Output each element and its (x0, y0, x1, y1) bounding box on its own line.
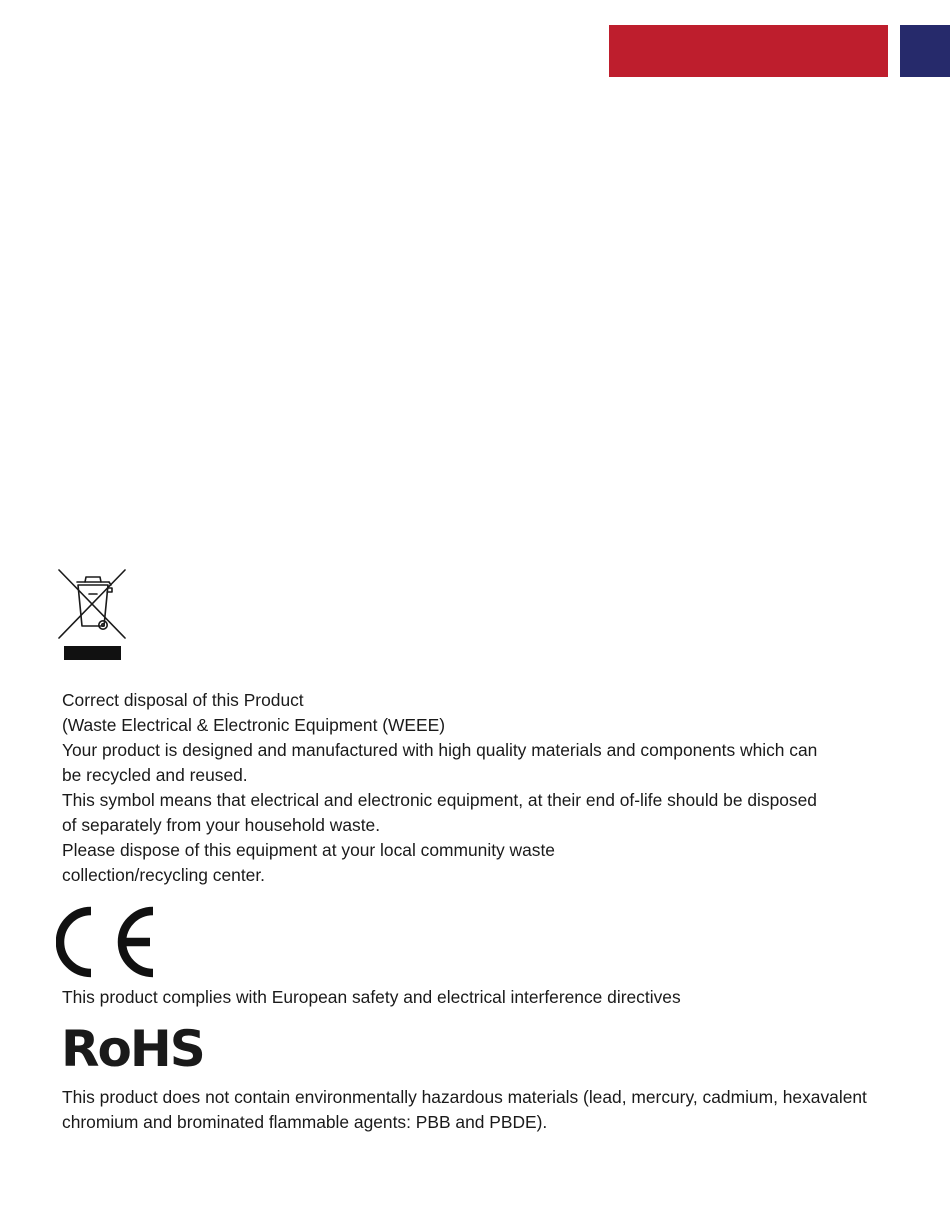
weee-disposal-text (62, 688, 937, 888)
header-red-band (609, 25, 888, 77)
weee-para1-line1: Your product is designed and manufactured with high quality materials and components which can (62, 740, 818, 760)
weee-para3-line2: collection/recycling center. (62, 865, 265, 885)
rohs-compliance-text (62, 1085, 937, 1135)
rohs-line1: This product does not contain environmentally hazardous materials (lead, mercury, cadmium, hexavalent (62, 1087, 867, 1107)
weee-subtitle: (Waste Electrical & Electronic Equipment (WEEE) (62, 715, 446, 735)
ce-statement: This product complies with European safety and electrical interference directives (62, 987, 681, 1007)
crossed-out-wheelie-bin-icon (57, 568, 127, 662)
weee-para2-line1: This symbol means that electrical and electronic equipment, at their end of-life should be disposed (62, 790, 817, 810)
ce-compliance-text (62, 985, 937, 1010)
weee-para1-line2: be recycled and reused. (62, 765, 248, 785)
header-blue-band (900, 25, 950, 77)
weee-para2-line2: of separately from your household waste. (62, 815, 381, 835)
weee-title: Correct disposal of this Product (62, 690, 304, 710)
weee-para3-line1: Please dispose of this equipment at your local community waste (62, 840, 555, 860)
rohs-line2: chromium and brominated flammable agents: PBB and PBDE). (62, 1112, 548, 1132)
rohs-logo: RoHS (61, 1020, 204, 1078)
ce-mark-icon (56, 906, 156, 978)
